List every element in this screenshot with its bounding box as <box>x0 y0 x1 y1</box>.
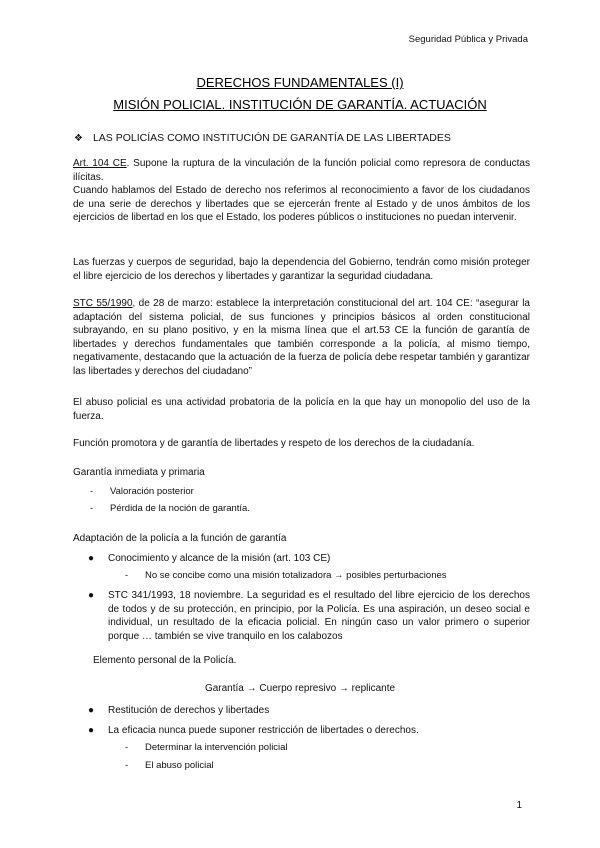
running-header: Seguridad Pública y Privada <box>408 34 528 45</box>
paragraph-stc55 <box>73 297 530 378</box>
garantia-chain: Garantía → Cuerpo represivo → replicante <box>204 683 396 694</box>
bullet-item: ● La eficacia nunca puede suponer restricción de libertades o derechos. <box>88 725 419 736</box>
bullet-item: ● Conocimiento y alcance de la misión (art. 103 CE) <box>88 553 331 564</box>
page-subtitle: MISIÓN POLICIAL. INSTITUCIÓN DE GARANTÍA. ACTUACIÓN <box>113 97 487 112</box>
paragraph-art104 <box>73 157 530 225</box>
page-title: DERECHOS FUNDAMENTALES (I) <box>196 75 404 90</box>
stc-reference: STC 55/1990 <box>73 298 133 309</box>
sub-list-item: - El abuso policial <box>125 760 214 771</box>
section-heading-text: LAS POLICÍAS COMO INSTITUCIÓN DE GARANTÍA DE LAS LIBERTADES <box>92 132 451 144</box>
bullet-item: ● Restitución de derechos y libertades <box>88 705 270 716</box>
adaptacion-heading: Adaptación de la policía a la función de garantía <box>73 533 287 544</box>
sub-list-item: - No se concibe como una misión totalizadora → posibles perturbaciones <box>125 570 447 581</box>
paragraph-text: Cuando hablamos del Estado de derecho nos referimos al reconocimiento a favor de los ciudadanos de una serie de derechos y libertades que se ejercerán frente al Estado y de unos ámbitos de los ejercicios de libertad en los que el Estado, los poderes públicos o instituciones no puedan intervenir. <box>73 185 530 223</box>
paragraph-text: . Supone la ruptura de la vinculación de la función policial como represora de conductas ilícitas. <box>73 158 530 183</box>
page-number: 1 <box>516 800 522 811</box>
paragraph-fuerzas: Las fuerzas y cuerpos de seguridad, bajo la dependencia del Gobierno, tendrán como misión proteger el libre ejercicio de los derechos y libertades y garantizar la seguridad ciudadana. <box>73 257 530 282</box>
article-reference: Art. 104 CE <box>73 158 127 169</box>
paragraph-text: , de 28 de marzo: establece la interpretación constitucional del art. 104 CE: “asegurar la adaptación del sistema policial, de sus funciones y principios básicos al orden constitucional subrayando, en su plano positivo, y en la misma línea que el art.53 CE la función de garantía de libertades y derechos fundamentales que también corresponde a la policía, al mismo tiempo, negativamente, destacando que la actuación de la fuerza de policía debe respetar también y garantizar las libertades y derechos del ciudadano” <box>73 298 530 377</box>
paragraph-funcion: Función promotora y de garantía de libertades y respeto de los derechos de la ciudadanía. <box>73 438 475 449</box>
diamond-bullet-icon: ❖ <box>74 132 83 144</box>
sub-list-item: - Determinar la intervención policial <box>125 742 288 753</box>
section-heading <box>74 132 451 144</box>
garantia-heading: Garantía inmediata y primaria <box>73 467 205 478</box>
elemento-personal: Elemento personal de la Policía. <box>93 655 237 666</box>
list-item: - Pérdida de la noción de garantía. <box>90 503 250 514</box>
paragraph-abuso: El abuso policial es una actividad probatoria de la policía en la que hay un monopolio del uso de la fuerza. <box>73 397 530 422</box>
list-item: - Valoración posterior <box>90 486 194 497</box>
bullet-item: ● STC 341/1993, 18 noviembre. La seguridad es el resultado del libre ejercicio de los derechos de todos y de su protección, en principio, por la Policía. Es una aspiración, un deseo social e individual, un resultado de la eficacia policial. En ningún caso un valor primero o superior porque … también se vive tranquilo en los calabozos <box>88 590 530 642</box>
